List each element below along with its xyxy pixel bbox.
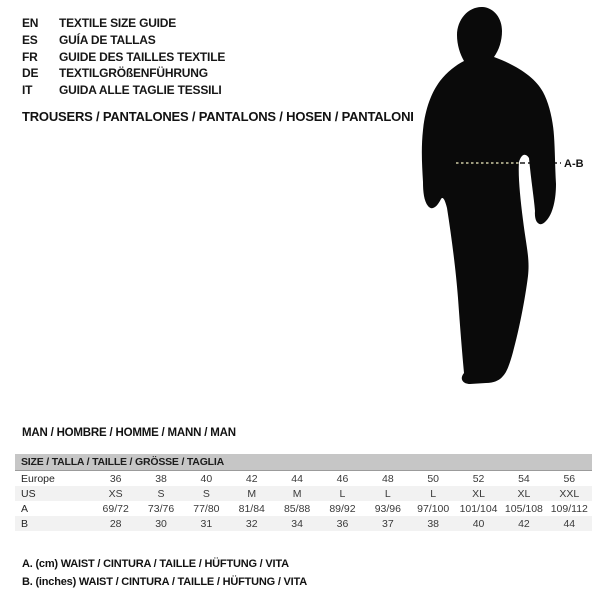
legend-line-b: B. (inches) WAIST / CINTURA / TAILLE / HÜFTUNG / VITA xyxy=(22,575,307,588)
table-cell: M xyxy=(229,486,274,501)
language-list xyxy=(22,15,225,99)
language-code: ES xyxy=(22,32,38,47)
table-cell: 32 xyxy=(229,516,274,531)
language-row-de xyxy=(22,65,225,82)
table-cell: M xyxy=(274,486,319,501)
table-cell: 42 xyxy=(501,516,546,531)
table-cell: XL xyxy=(456,486,501,501)
row-label: Europe xyxy=(21,472,55,485)
table-cell: 38 xyxy=(155,472,167,485)
table-cell: 40 xyxy=(200,472,213,485)
table-cell: 105/108 xyxy=(504,502,543,515)
table-cell: L xyxy=(365,486,410,501)
table-cell: XXL xyxy=(547,486,592,501)
table-cell: 34 xyxy=(274,516,319,531)
language-code: FR xyxy=(22,49,38,64)
language-code: DE xyxy=(22,66,39,81)
table-cell: 50 xyxy=(427,472,440,485)
table-cell: 56 xyxy=(563,472,576,485)
table-row-a-cm xyxy=(15,501,592,516)
section-title-man: MAN / HOMBRE / HOMME / MANN / MAN xyxy=(22,427,236,439)
table-cell: 44 xyxy=(547,516,592,531)
table-cell: 28 xyxy=(93,516,138,531)
table-cell: L xyxy=(411,486,456,501)
row-label: A xyxy=(21,502,29,515)
language-code: IT xyxy=(22,83,33,98)
table-cell: 77/80 xyxy=(193,502,220,515)
language-row-es xyxy=(22,32,225,49)
table-cell: 48 xyxy=(381,472,394,485)
size-table-header-row xyxy=(15,454,592,471)
table-row-b-inches xyxy=(15,516,592,531)
language-code: EN xyxy=(22,16,39,30)
table-cell: S xyxy=(138,486,183,501)
table-cell: 38 xyxy=(411,516,456,531)
row-label: B xyxy=(15,516,93,531)
table-cell: 36 xyxy=(320,516,365,531)
table-cell: XS xyxy=(93,486,138,501)
language-title: GUÍA DE TALLAS xyxy=(59,32,156,47)
man-silhouette xyxy=(422,7,556,384)
table-cell: L xyxy=(320,486,365,501)
size-table-header: SIZE / TALLA / TAILLE / GRÖSSE / TAGLIA xyxy=(15,454,592,471)
man-silhouette-figure xyxy=(390,0,600,420)
table-cell: 37 xyxy=(365,516,410,531)
size-table xyxy=(15,454,592,531)
table-cell: 52 xyxy=(472,472,485,485)
table-cell: 81/84 xyxy=(238,502,265,515)
table-row-us xyxy=(15,486,592,501)
table-cell: 46 xyxy=(336,472,349,485)
table-cell: 42 xyxy=(245,472,258,485)
garment-title: TROUSERS / PANTALONES / PANTALONS / HOSEN / PANTALONI xyxy=(22,109,414,124)
table-cell: XL xyxy=(501,486,546,501)
language-title: TEXTILE SIZE GUIDE xyxy=(59,16,177,30)
table-cell: 54 xyxy=(518,472,530,485)
table-cell: 36 xyxy=(109,472,122,485)
table-cell: 97/100 xyxy=(417,502,450,515)
table-cell: 85/88 xyxy=(283,502,311,515)
table-cell: 89/92 xyxy=(329,502,356,515)
table-cell: 69/72 xyxy=(102,502,129,515)
table-cell: 93/96 xyxy=(374,502,401,515)
table-cell: 30 xyxy=(138,516,183,531)
language-row-en xyxy=(22,15,225,32)
measure-label: A-B xyxy=(564,158,584,170)
language-row-fr xyxy=(22,49,225,66)
table-cell: 31 xyxy=(184,516,229,531)
measurement-legend xyxy=(22,556,307,591)
table-row-europe xyxy=(15,471,592,487)
table-cell: 44 xyxy=(291,472,303,485)
language-title: GUIDA ALLE TAGLIE TESSILI xyxy=(59,83,222,98)
language-title: TEXTILGRÖßENFÜHRUNG xyxy=(59,66,208,81)
language-row-it xyxy=(22,82,225,99)
table-cell: 109/112 xyxy=(550,502,588,515)
table-cell: 101/104 xyxy=(459,502,498,515)
language-title: GUIDE DES TAILLES TEXTILE xyxy=(59,49,226,64)
table-cell: S xyxy=(184,486,229,501)
legend-line-a: A. (cm) WAIST / CINTURA / TAILLE / HÜFTUNG / VITA xyxy=(22,558,289,570)
table-cell: 73/76 xyxy=(147,502,175,515)
table-cell: 40 xyxy=(456,516,501,531)
row-label: US xyxy=(15,486,93,501)
